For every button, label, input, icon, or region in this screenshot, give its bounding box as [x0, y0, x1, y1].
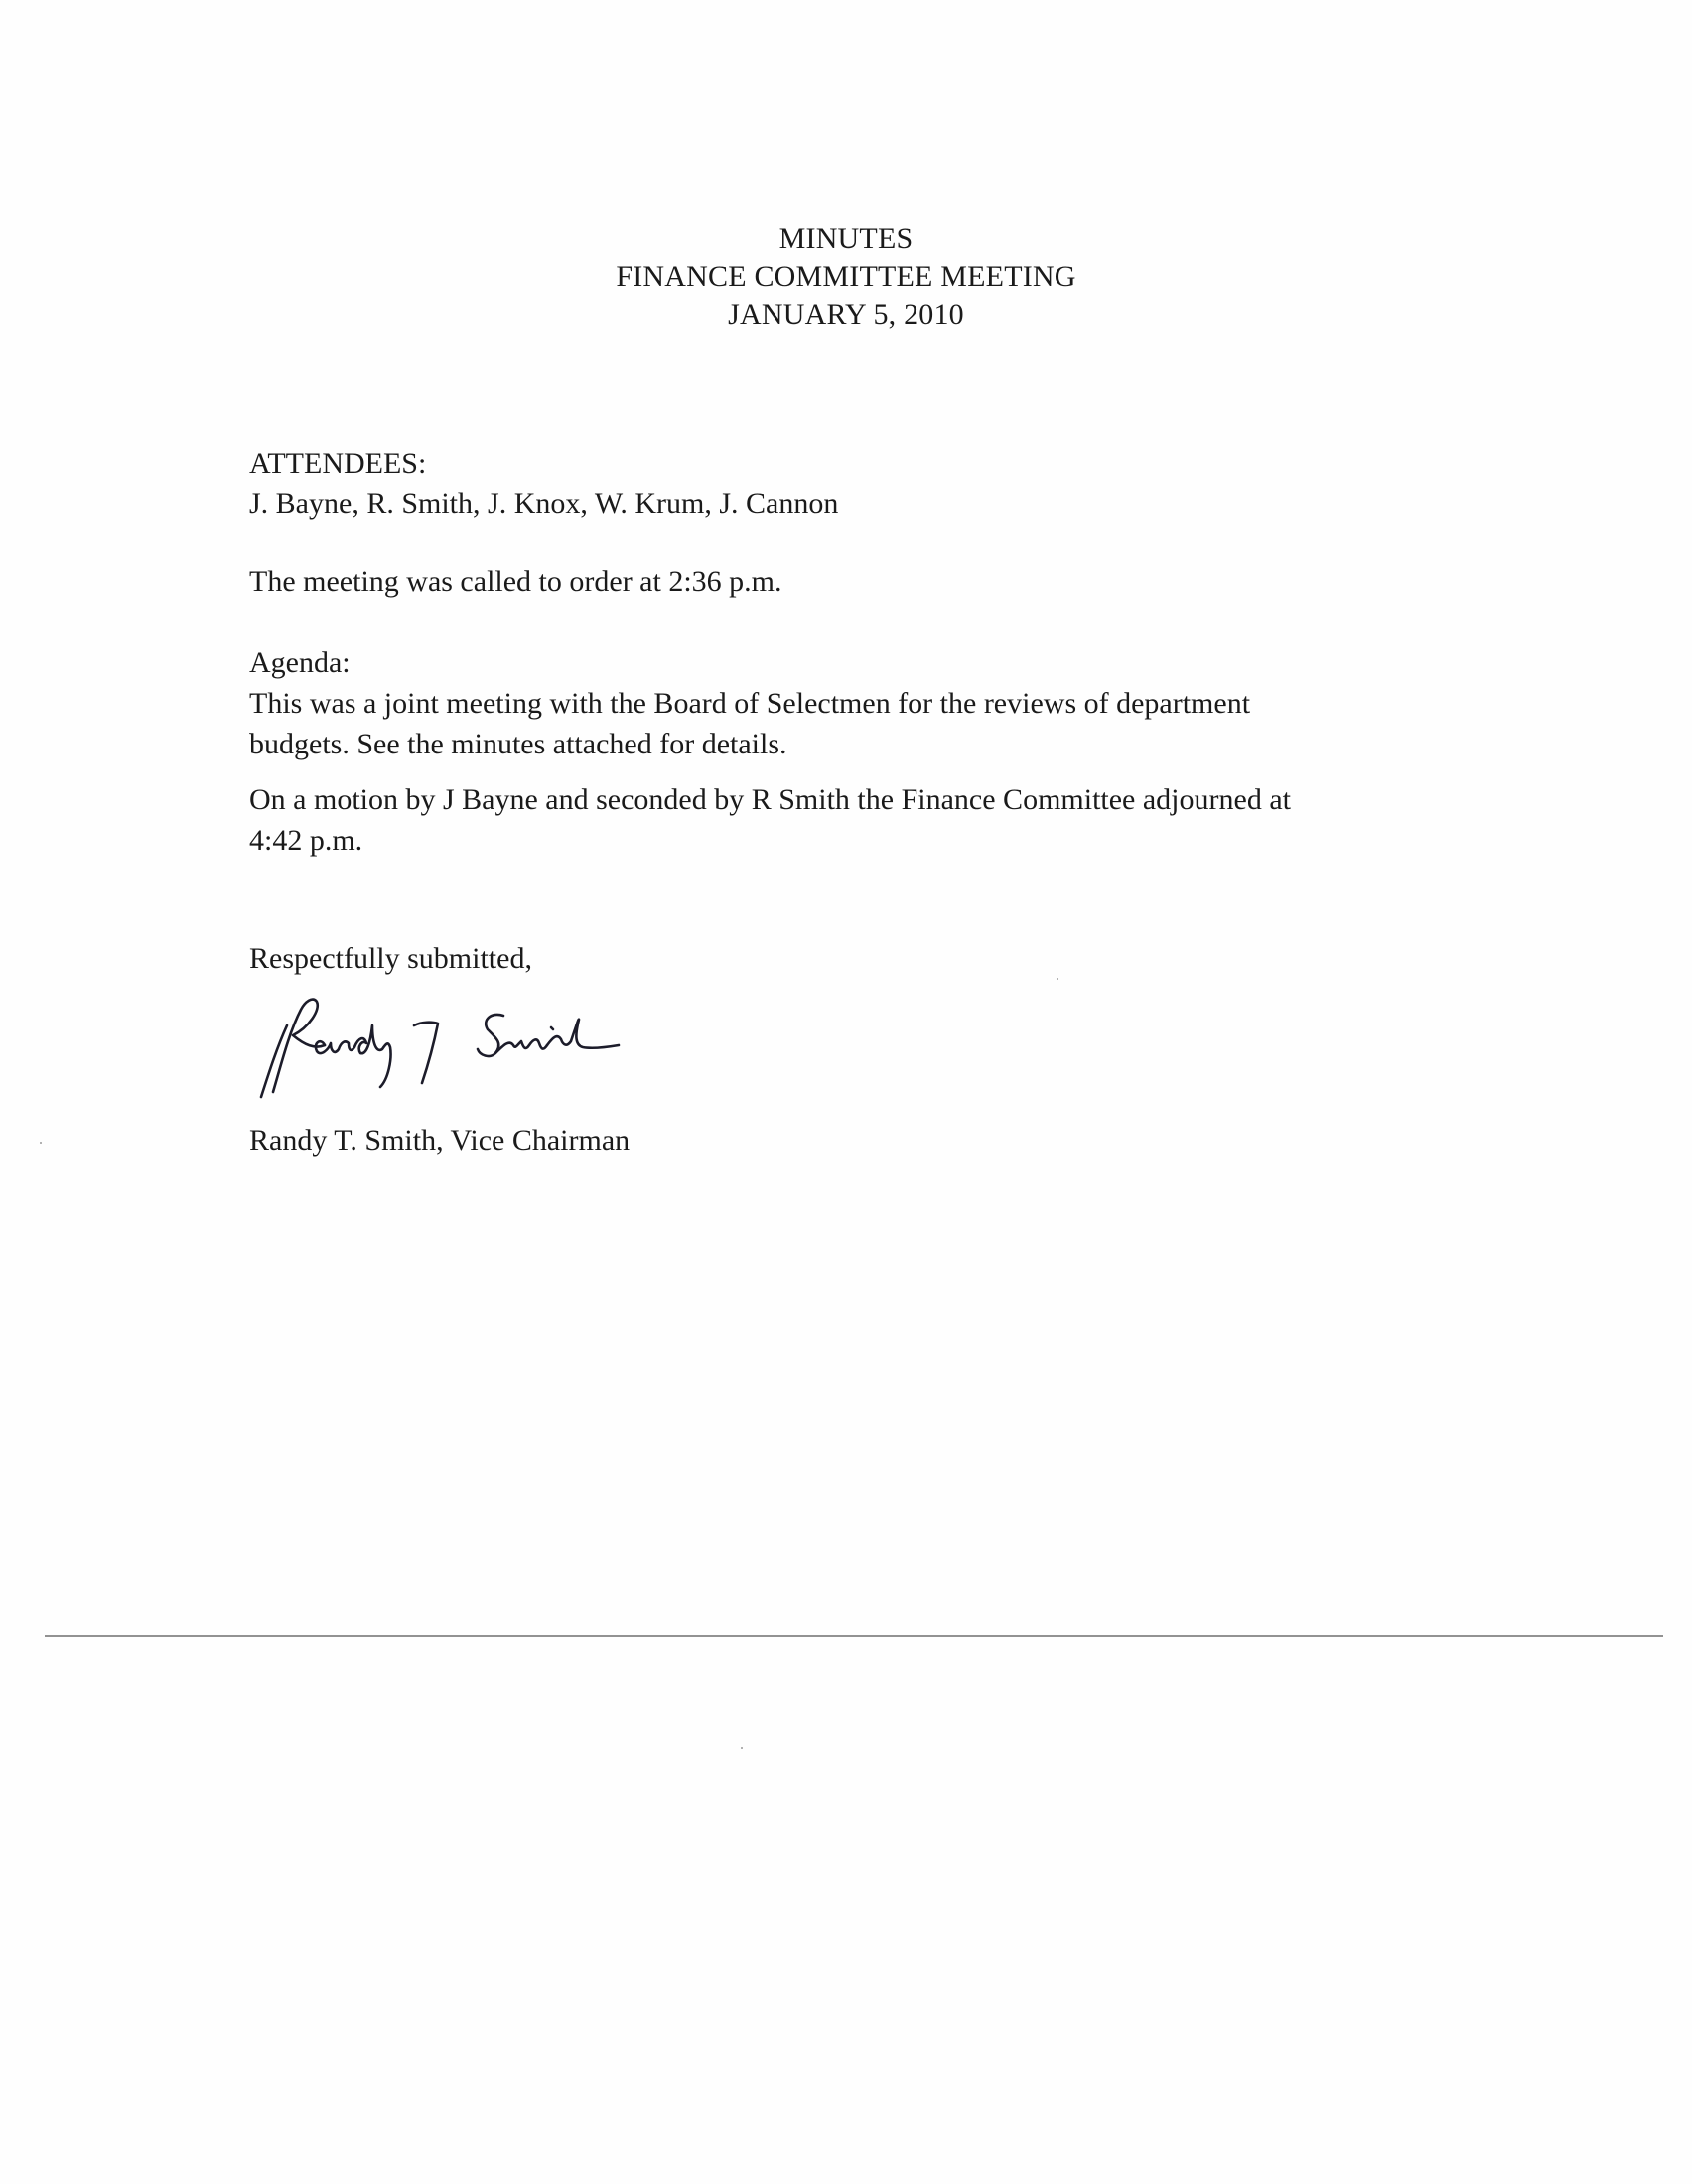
scan-speck — [40, 1142, 42, 1144]
motion-section — [249, 779, 1490, 861]
agenda-section — [249, 642, 1490, 764]
closing-text: Respectfully submitted, — [249, 942, 532, 975]
attendees-section — [249, 443, 1490, 524]
agenda-label: Agenda: — [249, 646, 351, 679]
attendees-label: ATTENDEES: — [249, 447, 427, 479]
handwritten-signature — [243, 988, 621, 1107]
heading-title: MINUTES — [778, 222, 914, 255]
heading-date: JANUARY 5, 2010 — [728, 298, 964, 331]
motion-line-1: On a motion by J Bayne and seconded by R Smith the Finance Committee adjourned at — [249, 783, 1291, 816]
horizontal-rule — [45, 1635, 1663, 1637]
signatory-name: Randy T. Smith, Vice Chairman — [249, 1124, 631, 1157]
agenda-line-1: This was a joint meeting with the Board of Selectmen for the reviews of department — [249, 687, 1251, 720]
motion-line-2: 4:42 p.m. — [249, 824, 363, 857]
scan-speck — [1057, 978, 1058, 980]
scan-speck — [741, 1747, 743, 1749]
attendees-names: J. Bayne, R. Smith, J. Knox, W. Krum, J. Cannon — [249, 487, 839, 520]
agenda-line-2: budgets. See the minutes attached for details. — [249, 728, 787, 760]
heading-committee: FINANCE COMMITTEE MEETING — [616, 260, 1076, 293]
document-heading — [0, 220, 1692, 334]
call-to-order: The meeting was called to order at 2:36 p.m. — [249, 565, 782, 598]
